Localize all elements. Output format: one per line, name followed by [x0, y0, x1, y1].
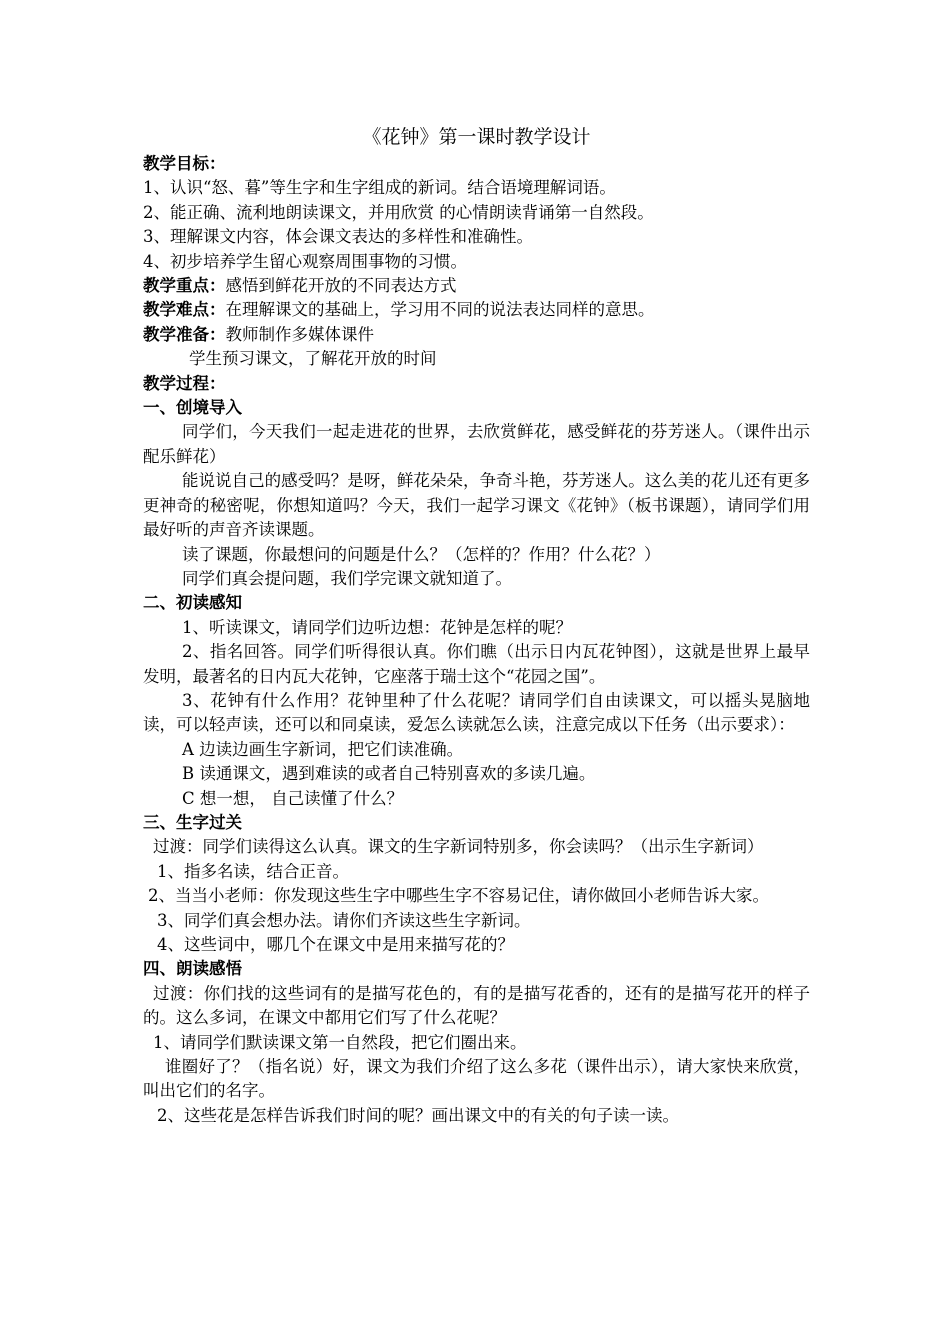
difficulty [143, 298, 810, 322]
key-point [143, 274, 810, 298]
goals-heading: 教学目标： [143, 154, 226, 173]
preparation-text-2: 学生预习课文，了解花开放的时间 [189, 349, 437, 369]
preparation [143, 323, 810, 347]
paragraph: 1、听读课文，请同学们边听边想：花钟是怎样的呢？ [182, 617, 572, 637]
paragraph: 4、这些词中，哪几个在课文中是用来描写花的？ [157, 935, 514, 954]
document-title: 《花钟》第一课时教学设计 [362, 126, 591, 148]
paragraph: 1、指多名读，结合正音。 [157, 861, 349, 881]
paragraph: 读了课题，你最想问的问题是什么？（怎样的？作用？什么花？） [182, 544, 661, 564]
goal-item: 1、认识“怒、暮”等生字和生字组成的新词。结合语境理解词语。 [143, 178, 616, 198]
document-page [143, 122, 810, 1128]
paragraph: 过渡：你们找的这些词有的是描写花色的，有的是描写花香的，还有的是描写花开的样子的。这么多词，在课文中都用它们写了什么花呢？ [143, 983, 810, 1028]
section-heading: 一、创境导入 [143, 398, 242, 418]
paragraph: 谁圈好了？（指名说）好，课文为我们介绍了这么多花（课件出示），请大家快来欣赏，叫出它们的名字。 [143, 1057, 810, 1101]
paragraph: 同学们真会提问题，我们学完课文就知道了。 [182, 568, 512, 588]
task-item: B 读通课文，遇到难读的或者自己特别喜欢的多读几遍。 [182, 764, 596, 784]
paragraph: 过渡：同学们读得这么认真。课文的生字新词特别多，你会读吗？（出示生字新词） [153, 837, 764, 857]
key-point-text: 感悟到鲜花开放的不同表达方式 [225, 276, 457, 296]
section-heading: 三、生字过关 [143, 812, 242, 832]
paragraph: 能说说自己的感受吗？是呀，鲜花朵朵，争奇斗艳，芬芳迷人。这么美的花儿还有更多更神奇的秘密呢，你想知道吗？今天，我们一起学习课文《花钟》（板书课题），请同学们用最好听的声音齐读课题。 [143, 471, 810, 540]
paragraph: 3、花钟有什么作用？花钟里种了什么花呢？请同学们自由读课文，可以摇头晃脑地读，可以轻声读，还可以和同桌读，爱怎么读就怎么读，注意完成以下任务（出示要求）： [143, 690, 810, 735]
section-heading: 四、朗读感悟 [143, 959, 242, 979]
task-item: A 边读边画生字新词，把它们读准确。 [182, 739, 464, 759]
key-point-label: 教学重点： [143, 276, 226, 296]
paragraph: 2、当当小老师：你发现这些生字中哪些生字不容易记住，请你做回小老师告诉大家。 [148, 886, 769, 906]
paragraph: 1、请同学们默读课文第一自然段，把它们圈出来。 [153, 1032, 527, 1052]
paragraph: 2、指名回答。同学们听得很认真。你们瞧（出示日内瓦花钟图），这就是世界上最早发明，最著名的日内瓦大花钟，它座落于瑞士这个“花园之国”。 [143, 642, 810, 686]
difficulty-text: 在理解课文的基础上，学习用不同的说法表达同样的意思。 [225, 300, 655, 320]
process-heading: 教学过程： [143, 373, 226, 393]
task-item: C 想一想， 自己读懂了什么？ [182, 788, 404, 808]
preparation-text: 教师制作多媒体课件 [225, 324, 374, 344]
goal-item: 3、理解课文内容，体会课文表达的多样性和准确性。 [143, 227, 533, 247]
goal-item: 2、能正确、流利地朗读课文，并用欣赏 的心情朗读背诵第一自然段。 [143, 202, 654, 222]
section-heading: 二、初读感知 [143, 593, 242, 613]
preparation-label: 教学准备： [143, 324, 226, 344]
difficulty-label: 教学难点： [143, 300, 226, 320]
goal-item: 4、初步培养学生留心观察周围事物的习惯。 [143, 251, 467, 271]
paragraph: 同学们，今天我们一起走进花的世界，去欣赏鲜花，感受鲜花的芬芳迷人。（课件出示配乐鲜花） [143, 422, 810, 466]
paragraph: 3、同学们真会想办法。请你们齐读这些生字新词。 [157, 910, 531, 930]
paragraph: 2、这些花是怎样告诉我们时间的呢？画出课文中的有关的句子读一读。 [157, 1105, 679, 1125]
